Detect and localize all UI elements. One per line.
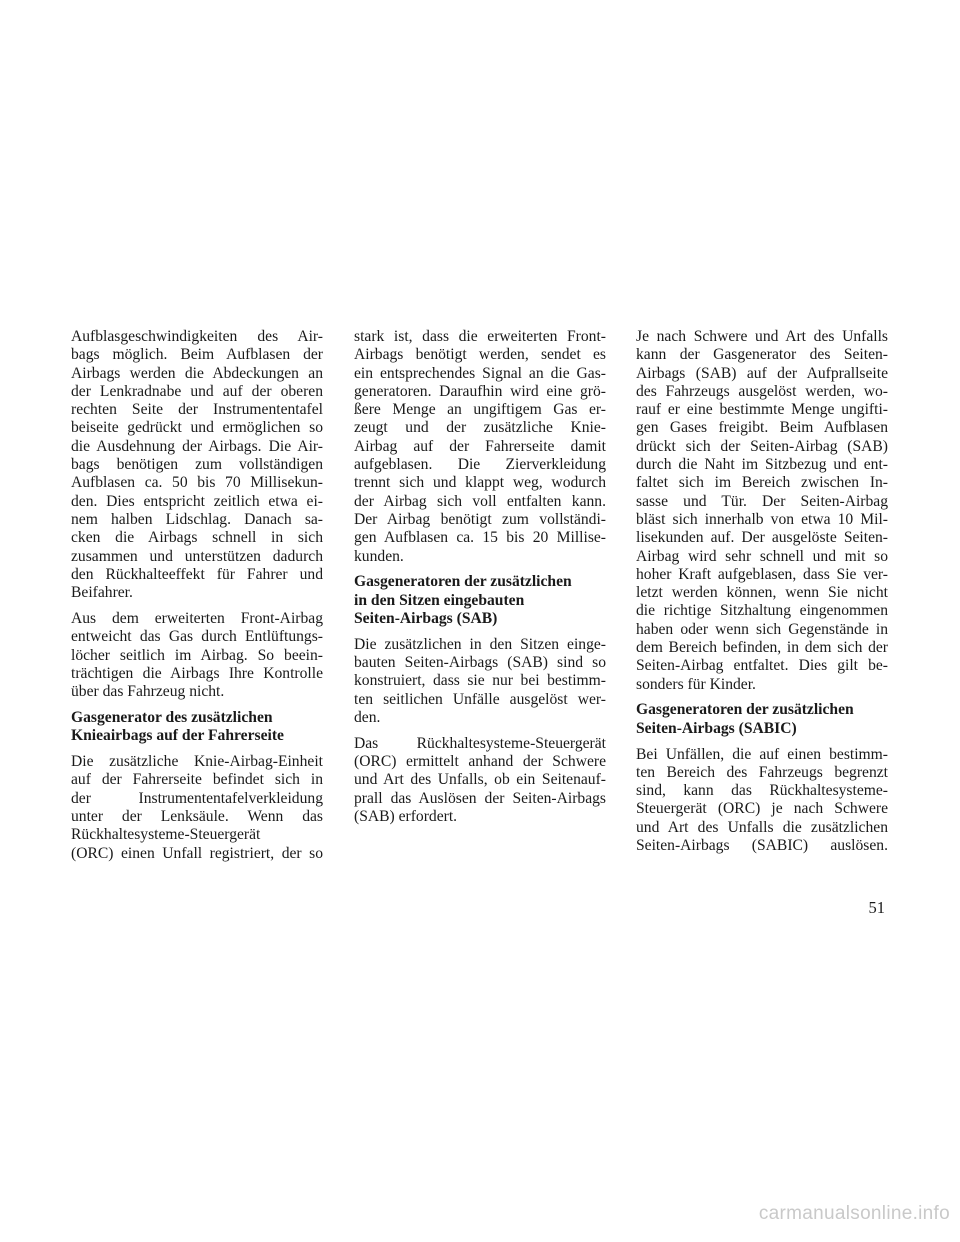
text-line: Aufblasen ca. 50 bis 70 Millisekun- xyxy=(71,474,323,492)
text-line: beiseite gedrückt und ermöglichen so xyxy=(71,419,323,437)
text-line: trächtigen die Airbags Ihre Kontrolle xyxy=(71,664,323,682)
text-line: über das Fahrzeug nicht. xyxy=(71,683,225,701)
text-line: (ORC) ermittelt anhand der Schwere xyxy=(354,753,606,771)
text-line: den Rückhalteeffekt für Fahrer und xyxy=(71,565,323,583)
text-line: den. Dies entspricht zeitlich etwa ei- xyxy=(71,492,323,510)
text-line: cken die Airbags schnell in sich xyxy=(71,529,323,547)
text-line: löcher seitlich im Airbag. So beein- xyxy=(71,646,323,664)
text-line: Seiten-Airbags (SABIC) xyxy=(636,719,797,737)
text-line: Seiten-Airbags (SABIC) auslösen. xyxy=(636,837,888,855)
text-line: den. xyxy=(354,708,381,726)
text-line: konstruiert, dass sie nur bei bestimm- xyxy=(354,672,606,690)
text-line: lisekunden auf. Der ausgelöste Seiten- xyxy=(636,529,888,547)
paragraph xyxy=(354,636,606,727)
text-line: drückt sich der Seiten-Airbag (SAB) xyxy=(636,437,888,455)
text-line: letzt werden können, wenn Sie nicht xyxy=(636,584,888,602)
text-line: Airbag wird sehr schnell und mit so xyxy=(636,547,888,565)
text-line: ßere Menge an ungiftigem Gas er- xyxy=(354,401,606,419)
text-line: zusammen und unterstützen dadurch xyxy=(71,547,323,565)
text-line: die Ausdehnung der Airbags. Die Air- xyxy=(71,437,323,455)
text-line: hoher Kraft aufgeblasen, dass Sie ver- xyxy=(636,565,888,583)
text-line: Die zusätzliche Knie-Airbag-Einheit xyxy=(71,753,323,771)
paragraph xyxy=(354,328,606,566)
text-line: Der Airbag benötigt zum vollständi- xyxy=(354,510,606,528)
text-line: Beifahrer. xyxy=(71,584,133,602)
text-column-left xyxy=(71,328,323,870)
text-line: sasse und Tür. Der Seiten-Airbag xyxy=(636,492,888,510)
text-line: Gasgenerator des zusätzlichen xyxy=(71,708,273,726)
text-line: des Fahrzeugs ausgelöst werden, wo- xyxy=(636,382,888,400)
text-line: der Airbag sich voll entfalten kann. xyxy=(354,492,606,510)
text-line: Airbag auf der Fahrerseite damit xyxy=(354,437,606,455)
text-line: und Art des Unfalls, ob ein Seitenauf- xyxy=(354,771,606,789)
text-line: Aufblasgeschwindigkeiten des Air- xyxy=(71,328,323,345)
paragraph xyxy=(71,328,323,602)
paragraph xyxy=(71,610,323,701)
text-line: Seiten-Airbag entfaltet. Dies gilt be- xyxy=(636,657,888,675)
text-line: Knieairbags auf der Fahrerseite xyxy=(71,727,284,745)
paragraph xyxy=(636,328,888,694)
text-line: generatoren. Daraufhin wird eine grö- xyxy=(354,382,606,400)
text-line: bauten Seiten-Airbags (SAB) sind so xyxy=(354,654,606,672)
text-line: Airbags (SAB) auf der Aufprallseite xyxy=(636,364,888,382)
text-line: haben oder wenn sich Gegenstände in xyxy=(636,620,888,638)
text-line: der Instrumententafelverkleidung xyxy=(71,789,323,807)
watermark-text: carmanualsonline.info xyxy=(758,1203,950,1224)
section-heading xyxy=(636,701,888,738)
text-line: prall das Auslösen der Seiten-Airbags xyxy=(354,789,606,807)
text-line: durch die Naht im Sitzbezug und ent- xyxy=(636,456,888,474)
text-line: bags benötigen zum vollständigen xyxy=(71,456,323,474)
text-line: die richtige Sitzhaltung eingenommen xyxy=(636,602,888,620)
text-line: bags möglich. Beim Aufblasen der xyxy=(71,346,323,364)
text-line: dem Bereich befinden, in dem sich der xyxy=(636,639,888,657)
text-line: aufgeblasen. Die Zierverkleidung xyxy=(354,456,606,474)
text-line: Die zusätzlichen in den Sitzen einge- xyxy=(354,635,606,653)
text-line: auf der Fahrerseite befindet sich in xyxy=(71,771,323,789)
page-number: 51 xyxy=(868,898,885,917)
text-line: Gasgeneratoren der zusätzlichen xyxy=(354,573,572,591)
text-line: stark ist, dass die erweiterten Front- xyxy=(354,328,606,345)
text-line: Bei Unfällen, die auf einen bestimm- xyxy=(636,745,888,763)
text-line: Aus dem erweiterten Front-Airbag xyxy=(71,609,323,627)
text-line: zeugt und der zusätzliche Knie- xyxy=(354,419,606,437)
text-line: Rückhaltesysteme-Steuergerät xyxy=(71,826,261,844)
text-line: gen Gases freigibt. Beim Aufblasen xyxy=(636,419,888,437)
text-line: unter der Lenksäule. Wenn das xyxy=(71,807,323,825)
paragraph xyxy=(636,746,888,856)
text-column-middle xyxy=(354,328,606,834)
text-line: kunden. xyxy=(354,547,404,565)
text-column-right xyxy=(636,328,888,863)
text-line: sonders für Kinder. xyxy=(636,675,756,693)
text-line: (ORC) einen Unfall registriert, der so xyxy=(71,844,323,862)
text-line: ten Bereich des Fahrzeugs begrenzt xyxy=(636,763,888,781)
text-line: Airbags benötigt werden, sendet es xyxy=(354,346,606,364)
text-line: rauf er eine bestimmte Menge ungifti- xyxy=(636,401,888,419)
text-line: entweicht das Gas durch Entlüftungs- xyxy=(71,628,323,646)
text-line: Steuergerät (ORC) je nach Schwere xyxy=(636,800,888,818)
text-line: gen Aufblasen ca. 15 bis 20 Millise- xyxy=(354,529,606,547)
text-line: nem halben Lidschlag. Danach sa- xyxy=(71,510,323,528)
text-line: kann der Gasgenerator des Seiten- xyxy=(636,346,888,364)
text-line: und Art des Unfalls die zusätzlichen xyxy=(636,818,888,836)
text-line: trennt sich und klappt weg, wodurch xyxy=(354,474,606,492)
text-line: (SAB) erfordert. xyxy=(354,807,458,825)
text-line: in den Sitzen eingebauten xyxy=(354,591,525,609)
text-line: rechten Seite der Instrumententafel xyxy=(71,401,323,419)
text-line: sind, kann das Rückhaltesysteme- xyxy=(636,782,888,800)
paragraph xyxy=(354,735,606,826)
text-line: bläst sich innerhalb von etwa 10 Mil- xyxy=(636,510,888,528)
text-line: faltet sich im Bereich zwischen In- xyxy=(636,474,888,492)
text-line: ein entsprechendes Signal an die Gas- xyxy=(354,364,606,382)
text-line: Je nach Schwere und Art des Unfalls xyxy=(636,328,888,345)
section-heading xyxy=(354,573,606,628)
section-heading xyxy=(71,709,323,746)
text-line: ten seitlichen Unfälle ausgelöst wer- xyxy=(354,690,606,708)
text-line: Seiten-Airbags (SAB) xyxy=(354,609,498,627)
paragraph xyxy=(71,753,323,863)
text-line: Gasgeneratoren der zusätzlichen xyxy=(636,701,854,719)
text-line: Airbags werden die Abdeckungen an xyxy=(71,364,323,382)
text-line: Das Rückhaltesysteme-Steuergerät xyxy=(354,734,606,752)
text-line: der Lenkradnabe und auf der oberen xyxy=(71,382,323,400)
